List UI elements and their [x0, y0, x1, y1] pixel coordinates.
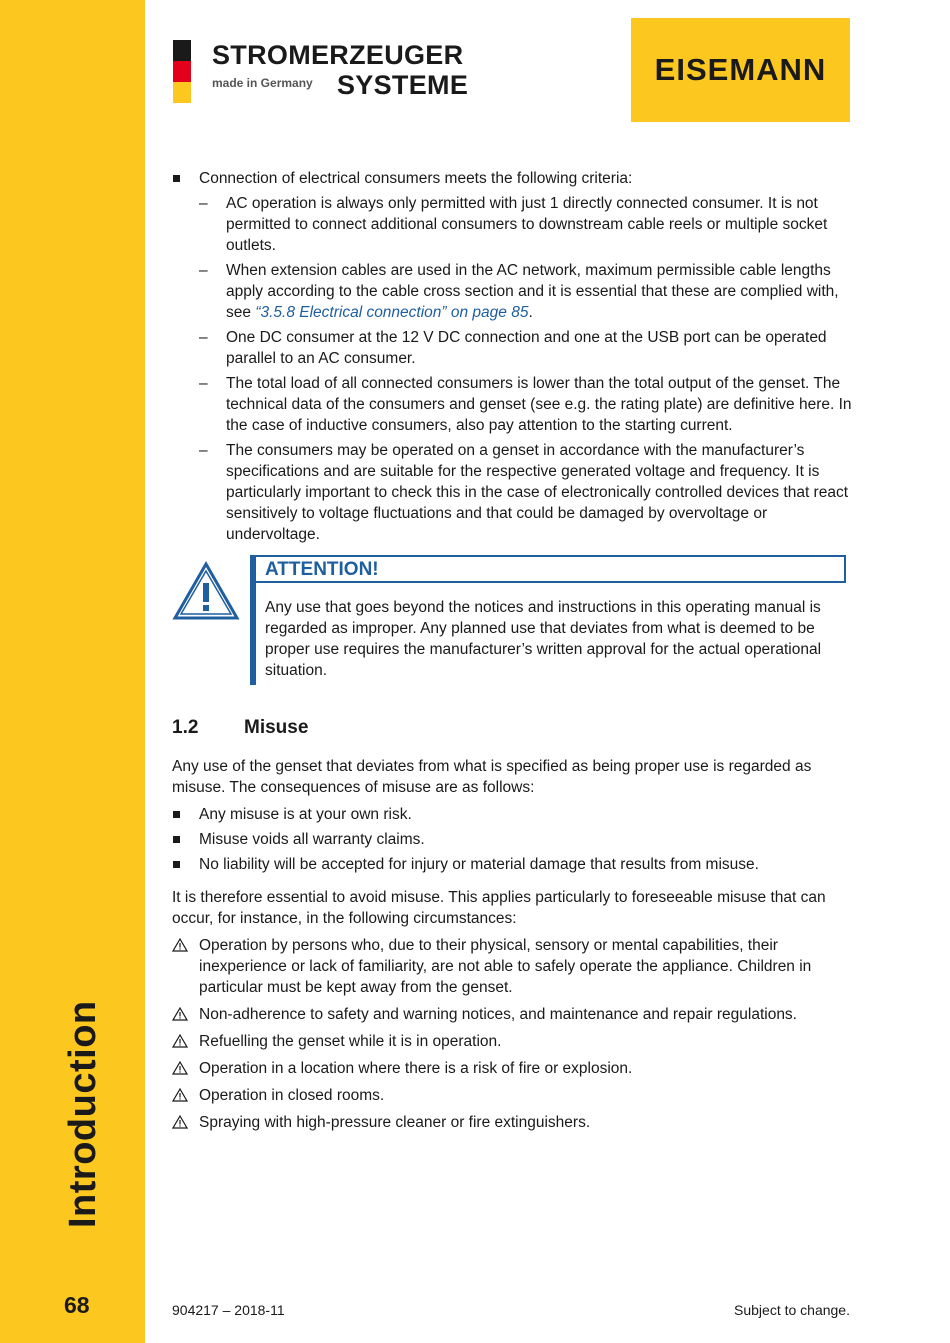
circumstance-item: [172, 1031, 852, 1052]
brand-line1: STROMERZEUGER: [212, 40, 464, 70]
criteria-item-text-end: .: [528, 304, 533, 321]
criteria-item-text: The consumers may be operated on a genset in accordance with the manufacturer’s specifications and are suitable for the respective generated voltage and frequency. It is particularly important to check this in the case of electronically controlled devices that react sensitively to voltage fluctuations and that could be damaged by overvoltage or undervoltage.: [226, 442, 849, 543]
section-side-title: Introduction: [62, 1000, 104, 1228]
criteria-intro: Connection of electrical consumers meets the following criteria:: [172, 168, 852, 189]
criteria-item: [172, 373, 852, 436]
section-number: 1.2: [172, 717, 199, 738]
circumstance-text: Non-adherence to safety and warning notices, and maintenance and repair regulations.: [199, 1006, 797, 1023]
circumstance-item: [172, 1058, 852, 1079]
warning-icon: [172, 938, 188, 952]
warning-icon: [172, 1007, 188, 1021]
consequence-item: Any misuse is at your own risk.: [172, 804, 852, 825]
brand-line2: SYSTEME: [337, 70, 469, 100]
warning-icon: [172, 1088, 188, 1102]
dash-marker: –: [199, 329, 208, 346]
circumstance-text: Operation by persons who, due to their physical, sensory or mental capabilities, their inexperience or lack of familiarity, are not able to safely operate the appliance. Children in particular must be kept away from the genset.: [199, 937, 812, 996]
warning-icon: [172, 1061, 188, 1075]
circumstance-item: [172, 1085, 852, 1106]
warning-triangle-icon: [172, 561, 240, 621]
criteria-item-text: One DC consumer at the 12 V DC connection and one at the USB port can be operated parallel to an AC consumer.: [226, 329, 827, 367]
criteria-item-text: When extension cables are used in the AC network, maximum permissible cable lengths apply according to the cable cross section and it is essential that these are complied with, see: [226, 262, 839, 321]
eisemann-logo: [631, 18, 850, 122]
circumstance-text: Refuelling the genset while it is in operation.: [199, 1033, 502, 1050]
dash-marker: –: [199, 195, 208, 212]
dash-marker: –: [199, 442, 208, 459]
misuse-intro: Any use of the genset that deviates from what is specified as being proper use is regarded as misuse. The consequences of misuse are as follows:: [172, 758, 812, 796]
footer-notice: Subject to change.: [734, 1302, 850, 1318]
germany-flag-icon: [173, 40, 191, 103]
warning-icon: [172, 1115, 188, 1129]
attention-text: Any use that goes beyond the notices and instructions in this operating manual is regarded as improper. Any planned use that deviates from what is deemed to be proper use requires the manufacturer’s written approval for the actual operational situation.: [265, 599, 822, 679]
consequence-item: Misuse voids all warranty claims.: [172, 829, 852, 850]
criteria-item-text: AC operation is always only permitted with just 1 directly connected consumer. It is not permitted to connect additional consumers to downstream cable reels or multiple socket outlets.: [226, 195, 828, 254]
circumstance-item: [172, 935, 852, 998]
criteria-item: [172, 327, 852, 369]
criteria-item-text: The total load of all connected consumers is lower than the total output of the genset. The technical data of the consumers and genset (see e.g. the rating plate) are definitive here. In the case of inductive consumers, also pay attention to the starting current.: [226, 375, 852, 434]
section-title: Misuse: [244, 717, 309, 738]
page-number: 68: [64, 1292, 90, 1318]
dash-marker: –: [199, 375, 208, 392]
logo-text: EISEMANN: [654, 52, 827, 87]
attention-heading: ATTENTION!: [256, 555, 846, 583]
brand-tagline: made in Germany: [212, 76, 313, 90]
sidebar: [0, 0, 145, 1343]
section-heading: [172, 717, 852, 738]
misuse-paragraph: It is therefore essential to avoid misuse. This applies particularly to foreseeable misuse that can occur, for instance, in the following circumstances:: [172, 889, 826, 927]
circumstance-text: Operation in a location where there is a risk of fire or explosion.: [199, 1060, 633, 1077]
cross-reference-link[interactable]: “3.5.8 Electrical connection” on page 85: [255, 304, 529, 321]
main-content: [172, 168, 852, 1139]
criteria-item: [172, 193, 852, 256]
criteria-item: [172, 260, 852, 323]
footer-doc-id: 904217 – 2018-11: [172, 1302, 285, 1318]
dash-marker: –: [199, 262, 208, 279]
circumstance-item: [172, 1004, 852, 1025]
circumstance-text: Spraying with high-pressure cleaner or fire extinguishers.: [199, 1114, 591, 1131]
consequence-item: No liability will be accepted for injury or material damage that results from misuse.: [172, 854, 852, 875]
attention-box: [172, 555, 852, 687]
circumstance-text: Operation in closed rooms.: [199, 1087, 385, 1104]
circumstance-item: [172, 1112, 852, 1133]
criteria-item: [172, 440, 852, 545]
warning-icon: [172, 1034, 188, 1048]
